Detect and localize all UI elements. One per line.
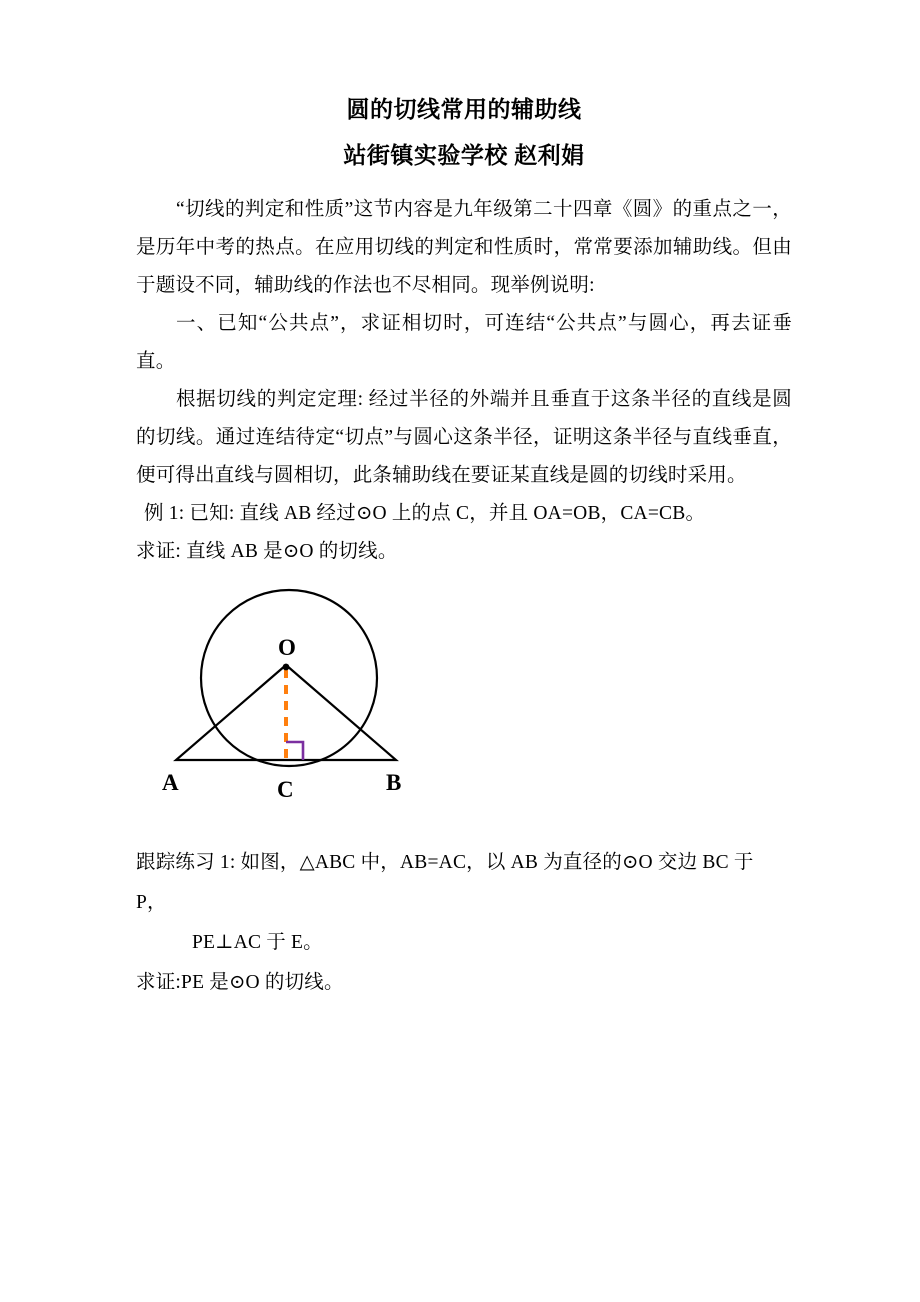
practice-line-3: PE⊥AC 于 E。 (192, 932, 323, 954)
practice-line-2: P， (136, 892, 167, 914)
label-c: C (277, 777, 294, 803)
right-angle-mark (286, 742, 303, 760)
paragraph-section-one: 一、已知“公共点”，求证相切时，可连结“公共点”与圆心，再去证垂直。 (136, 313, 792, 373)
page-title: 圆的切线常用的辅助线 (346, 97, 582, 122)
geometry-figure (136, 585, 792, 837)
paragraph-theorem: 根据切线的判定定理: 经过半径的外端并且垂直于这条半径的直线是圆的切线。通过连结待定“切点”与圆心这条半径，证明这条半径与直线垂直，便可得出直线与圆相切，此条辅助线在要证某直线是圆的切线时采用。 (136, 389, 792, 487)
example-prove: 求证: 直线 AB 是⊙O 的切线。 (136, 541, 398, 563)
paragraph-intro: “切线的判定和性质”这节内容是九年级第二十四章《圆》的重点之一，是历年中考的热点。在应用切线的判定和性质时，常常要添加辅助线。但由于题设不同，辅助线的作法也不尽相同。现举例说明: (136, 199, 792, 297)
label-o: O (278, 635, 296, 661)
example-given: 例 1: 已知: 直线 AB 经过⊙O 上的点 C，并且 OA=OB，CA=CB。 (144, 503, 706, 525)
label-b: B (386, 770, 402, 796)
practice-block (136, 843, 792, 1003)
circle-o (201, 590, 377, 766)
practice-line-1: 跟踪练习 1: 如图，△ABC 中，AB=AC，以 AB 为直径的⊙O 交边 BC 于 (136, 852, 754, 874)
practice-line-4: 求证:PE 是⊙O 的切线。 (136, 972, 344, 994)
point-o-marker (283, 664, 290, 671)
author-line: 站街镇实验学校 赵利娟 (343, 142, 585, 168)
label-a: A (162, 770, 179, 796)
